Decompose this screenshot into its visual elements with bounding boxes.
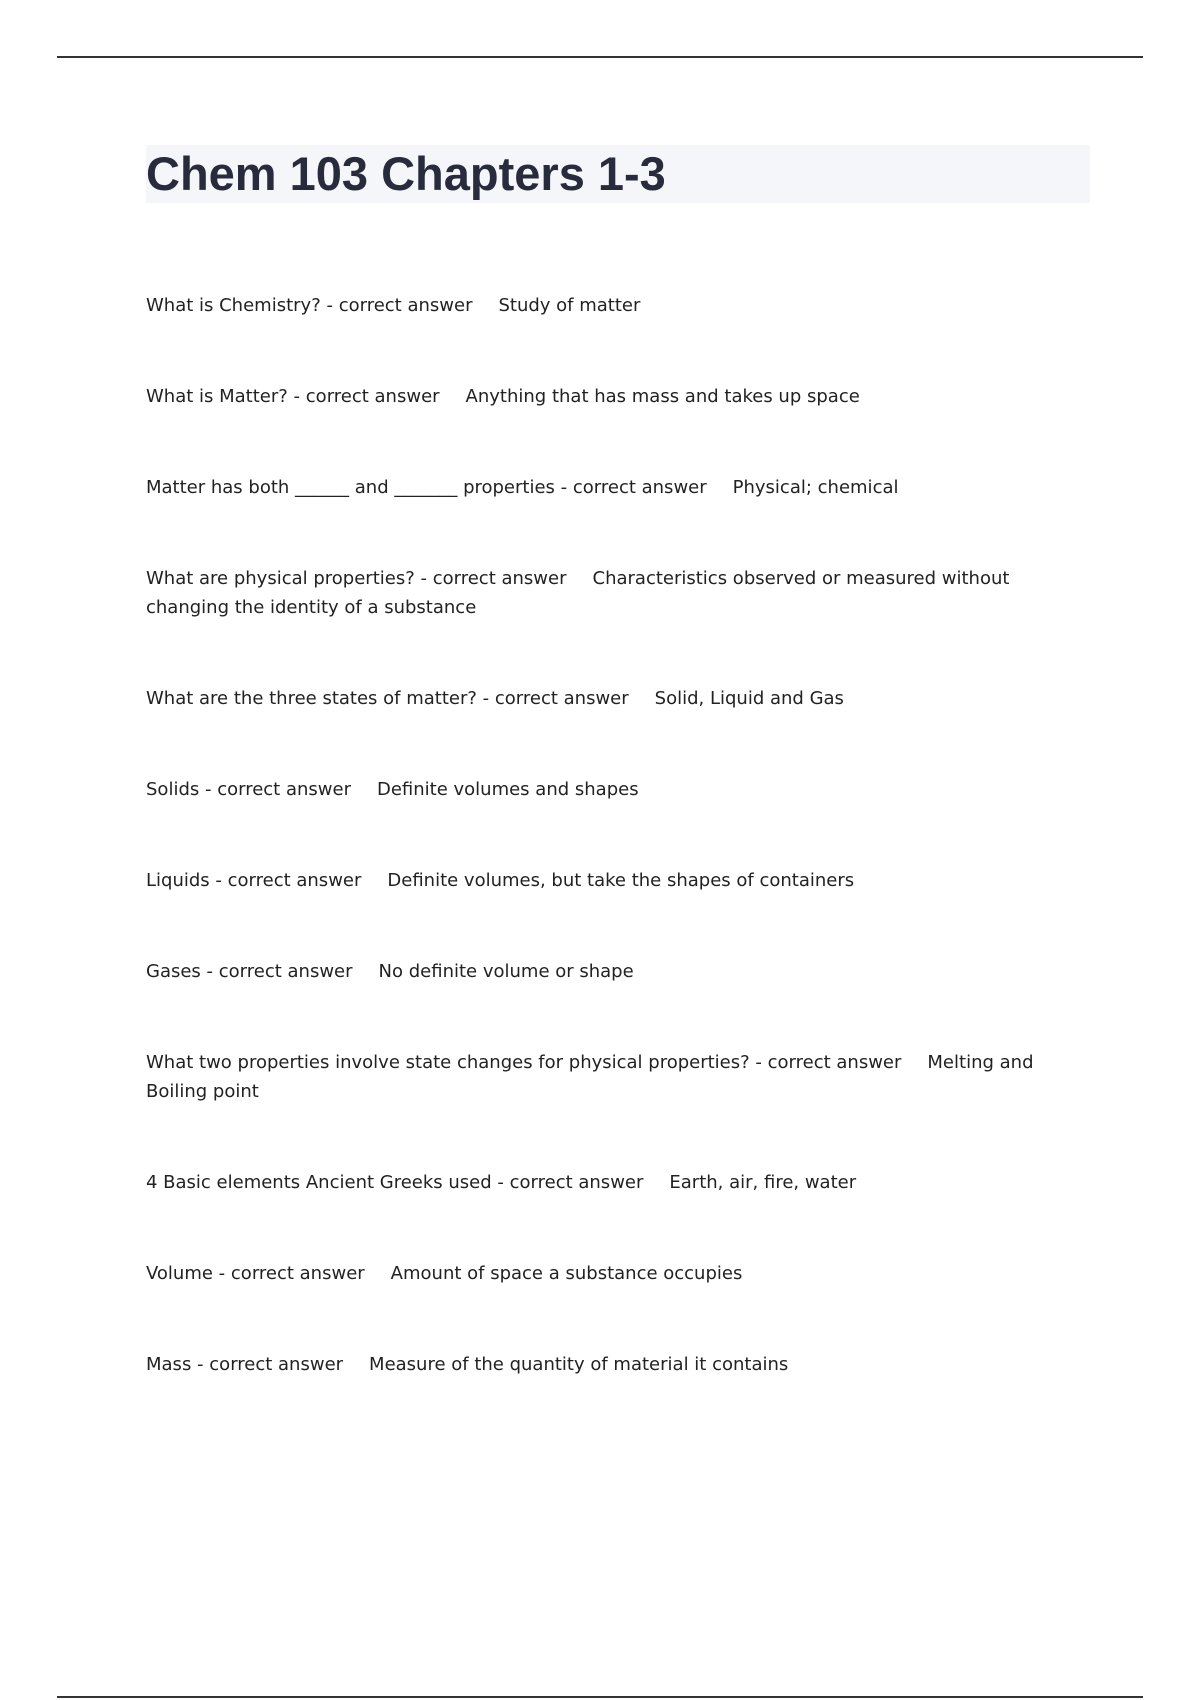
separator: - — [749, 1052, 768, 1073]
question: What is Matter? — [146, 386, 288, 407]
question: What two properties involve state changes for physical properties? — [146, 1052, 750, 1073]
qa-item — [146, 564, 1056, 622]
answer: Amount of space a substance occupies — [390, 1263, 743, 1284]
answer-label: correct answer — [230, 1263, 365, 1284]
question: What are the three states of matter? — [146, 688, 477, 709]
bottom-rule — [57, 1696, 1143, 1698]
answer: Study of matter — [498, 295, 641, 316]
answer: Physical; chemical — [732, 477, 899, 498]
qa-item — [146, 775, 1056, 804]
qa-item — [146, 1259, 1056, 1288]
answer: Melting and Boiling point — [146, 1052, 1034, 1102]
question: 4 Basic elements Ancient Greeks used — [146, 1172, 492, 1193]
answer-label: correct answer — [509, 1172, 644, 1193]
answer-label: correct answer — [494, 688, 629, 709]
separator: - — [287, 386, 306, 407]
question: Mass — [146, 1354, 192, 1375]
answer-label: correct answer — [767, 1052, 902, 1073]
separator: - — [209, 870, 228, 891]
question: What is Chemistry? — [146, 295, 321, 316]
answer-label: correct answer — [218, 961, 353, 982]
qa-item — [146, 473, 1056, 502]
answer: Definite volumes, but take the shapes of containers — [387, 870, 855, 891]
answer: No definite volume or shape — [378, 961, 634, 982]
answer-label: correct answer — [305, 386, 440, 407]
separator: - — [476, 688, 495, 709]
qa-item — [146, 1350, 1056, 1379]
question: What are physical properties? — [146, 568, 415, 589]
qa-item — [146, 1168, 1056, 1197]
separator: - — [414, 568, 433, 589]
qa-item — [146, 1048, 1056, 1106]
answer: Solid, Liquid and Gas — [654, 688, 844, 709]
top-rule — [57, 56, 1143, 58]
answer: Measure of the quantity of material it contains — [369, 1354, 789, 1375]
answer-label: correct answer — [217, 779, 351, 800]
question: Volume — [146, 1263, 213, 1284]
separator: - — [320, 295, 339, 316]
qa-item — [146, 866, 1056, 895]
qa-list — [146, 291, 1056, 1441]
answer: Earth, air, fire, water — [669, 1172, 857, 1193]
answer-label: correct answer — [432, 568, 567, 589]
qa-item — [146, 382, 1056, 411]
qa-item — [146, 957, 1056, 986]
separator: - — [191, 1354, 210, 1375]
separator: - — [491, 1172, 510, 1193]
answer: Anything that has mass and takes up space — [465, 386, 860, 407]
answer: Characteristics observed or measured without changing the identity of a substance — [146, 568, 1010, 618]
question: Matter has both ______ and _______ properties — [146, 477, 555, 498]
separator: - — [554, 477, 573, 498]
answer-label: correct answer — [209, 1354, 344, 1375]
answer: Definite volumes and shapes — [376, 779, 639, 800]
answer-label: correct answer — [338, 295, 473, 316]
question: Solids — [146, 779, 200, 800]
question: Gases — [146, 961, 201, 982]
question: Liquids — [146, 870, 210, 891]
answer-label: correct answer — [227, 870, 362, 891]
separator: - — [199, 779, 218, 800]
document-title: Chem 103 Chapters 1-3 — [146, 147, 666, 200]
qa-item — [146, 684, 1056, 713]
separator: - — [200, 961, 219, 982]
qa-item — [146, 291, 1056, 320]
separator: - — [212, 1263, 231, 1284]
answer-label: correct answer — [572, 477, 707, 498]
